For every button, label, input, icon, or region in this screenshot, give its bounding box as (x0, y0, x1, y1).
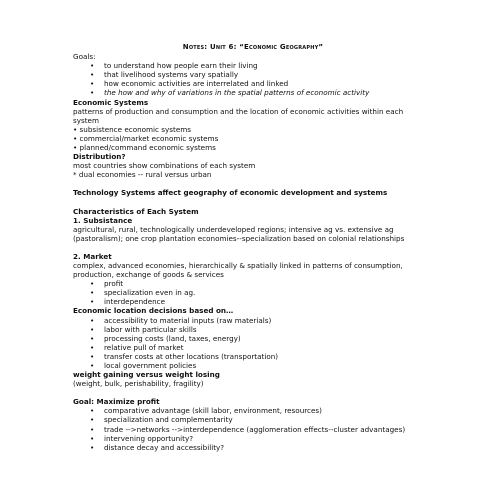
characteristics-heading: Characteristics of Each System (73, 206, 199, 216)
economic-systems-heading: Economic Systems (73, 97, 149, 107)
list-item: • the how and why of variations in the spatial patterns of economic activity (73, 88, 423, 97)
market-heading: 2. Market (73, 251, 112, 261)
economic-systems-text: patterns of production and consumption and the location of economic activities within each system (73, 106, 404, 125)
list-item: • to understand how people earn their living (73, 61, 423, 70)
profit-list (73, 406, 423, 451)
document-page (73, 43, 423, 452)
subsistence-text: agricultural, rural, technologically underdeveloped regions; intensive ag vs. extensive ag (pastoralism); one crop plantation economies--specialization based on colonial relationships (73, 224, 405, 243)
list-item: • profit (73, 279, 423, 288)
list-item: • processing costs (land, taxes, energy) (73, 334, 423, 343)
page-title: Notes: Unit 6: “Economic Geography” (182, 43, 324, 51)
list-item: • interdependence (73, 297, 423, 306)
market-text: complex, advanced economies, hierarchically & spatially linked in patterns of consumption, production, exchange of goods & services (73, 260, 403, 280)
weight-text: (weight, bulk, perishability, fragility) (73, 379, 204, 389)
subsistence-heading: 1. Subsistance (73, 215, 133, 225)
goals-heading: Goals: (73, 52, 96, 62)
list-item: • local government policies (73, 361, 423, 370)
profit-heading: Goal: Maximize profit (73, 397, 160, 407)
location-list (73, 316, 423, 371)
list-item: • comparative advantage (skill labor, environment, resources) (73, 406, 423, 415)
system-item: • subsistence economic systems (73, 124, 192, 134)
list-item: • how economic activities are interrelated and linked (73, 79, 423, 88)
list-item: • specialization even in ag. (73, 288, 423, 297)
list-item: • that livelihood systems vary spatially (73, 70, 423, 79)
list-item: • transfer costs at other locations (transportation) (73, 352, 423, 361)
list-item: • specialization and complementarity (73, 415, 423, 424)
list-item: • distance decay and accessibility? (73, 443, 423, 452)
distribution-note: * dual economies -- rural versus urban (73, 170, 212, 180)
location-heading: Economic location decisions based on… (73, 306, 234, 316)
list-item: • accessibility to material inputs (raw materials) (73, 316, 423, 325)
distribution-text: most countries show combinations of each system (73, 161, 256, 171)
system-item: • commercial/market economic systems (73, 133, 219, 143)
weight-heading: weight gaining versus weight losing (73, 370, 220, 380)
list-item: • trade -->networks -->interdependence (agglomeration effects--cluster advantages) (73, 425, 423, 434)
market-list (73, 279, 423, 306)
list-item: • intervening opportunity? (73, 434, 423, 443)
list-item: • labor with particular skills (73, 325, 423, 334)
list-item: • relative pull of market (73, 343, 423, 352)
system-item: • planned/command economic systems (73, 143, 216, 153)
technology-heading: Technology Systems affect geography of economic development and systems (73, 188, 388, 198)
goals-list (73, 61, 423, 97)
distribution-heading: Distribution? (73, 152, 126, 162)
